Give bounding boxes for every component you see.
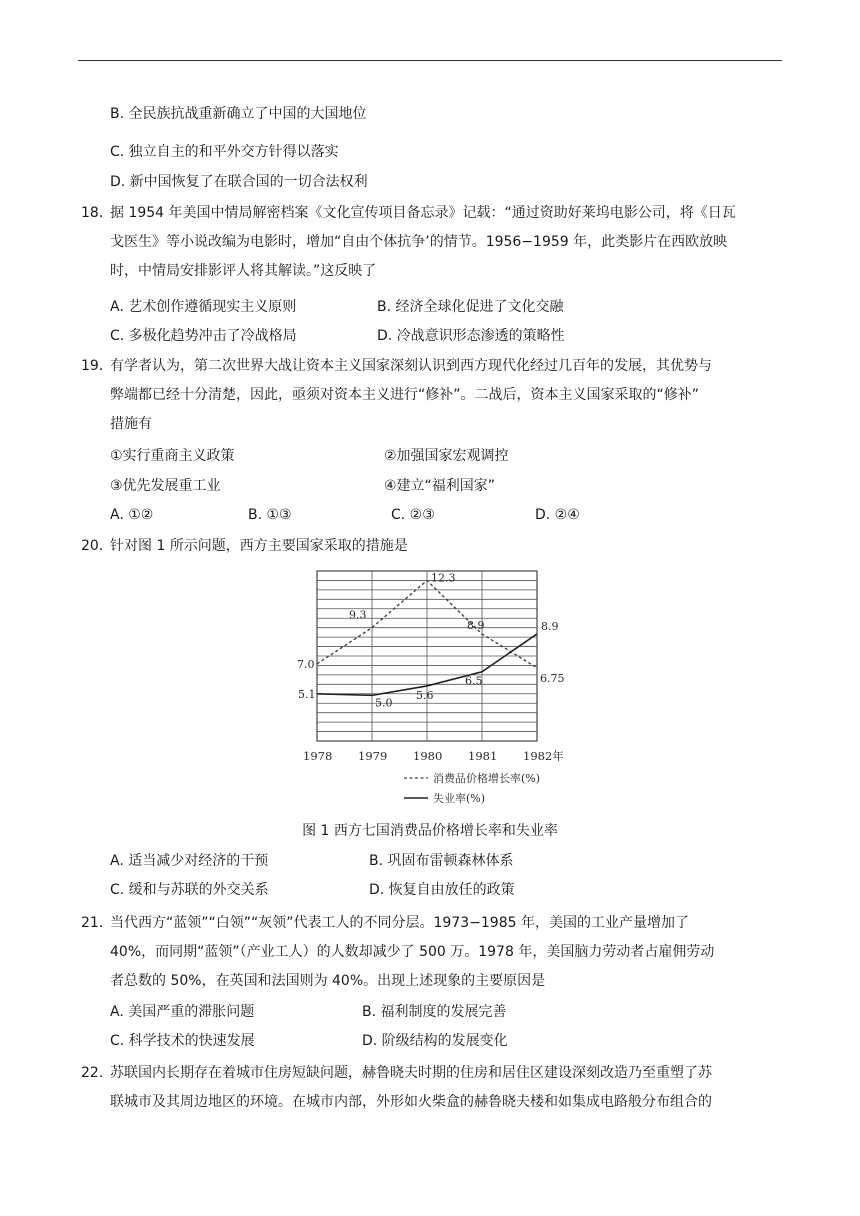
data-label-price-growth: 8.9 [467, 618, 485, 632]
x-tick-label: 1982年 [523, 749, 564, 763]
q20-option-d[interactable]: D. 恢复自由放任的政策 [369, 882, 515, 898]
x-tick-label: 1981 [468, 749, 498, 763]
chart-x-ticks [303, 749, 564, 763]
data-label-price-growth: 7.0 [297, 657, 315, 671]
q19-option-a[interactable]: A. ①② [110, 507, 154, 523]
q18-stem-line: 时，中情局安排影评人将其解读。”这反映了 [110, 263, 377, 279]
chart-legend [404, 771, 540, 805]
q21-option-b[interactable]: B. 福利制度的发展完善 [362, 1004, 507, 1020]
q18-option-a[interactable]: A. 艺术创作遵循现实主义原则 [110, 299, 297, 315]
x-tick-label: 1980 [413, 749, 443, 763]
q21-number: 21． [81, 915, 113, 931]
q18-stem-line: 据 1954 年美国中情局解密档案《文化宣传项目备忘录》记载：“通过资助好莱坞电影公司，将《日瓦 [110, 205, 736, 221]
data-label-price-growth: 12.3 [431, 571, 456, 585]
q18-option-b[interactable]: B. 经济全球化促进了文化交融 [377, 299, 564, 315]
q21-stem-line: 当代西方“蓝领”“白领”“灰领”代表工人的不同分层。1973−1985 年，美国的工业产量增加了 [110, 915, 689, 931]
data-label-unemployment: 5.0 [375, 696, 393, 710]
header-rule [78, 60, 782, 61]
q17-option-c[interactable]: C. 独立自主的和平外交方针得以落实 [110, 144, 339, 160]
q19-stem-line: 有学者认为，第二次世界大战让资本主义国家深刻认识到西方现代化经过几百年的发展，其优势与 [110, 358, 712, 374]
q21-stem-line: 40%，而同期“蓝领”（产业工人）的人数却减少了 500 万。1978 年，美国脑力劳动者占雇佣劳动 [110, 944, 715, 960]
q19-stem-line: 措施有 [110, 416, 152, 432]
q21-option-a[interactable]: A. 美国严重的滞胀问题 [110, 1004, 255, 1020]
q20-option-b[interactable]: B. 巩固布雷顿森林体系 [369, 853, 514, 869]
q19-option-d[interactable]: D. ②④ [535, 507, 580, 523]
q21-option-c[interactable]: C. 科学技术的快速发展 [110, 1033, 255, 1049]
data-label-unemployment: 8.9 [541, 619, 559, 633]
q19-option-b[interactable]: B. ①③ [248, 507, 292, 523]
q19-item-4: ④建立“福利国家” [384, 478, 496, 494]
q19-stem-line: 弊端都已经十分清楚，因此，亟须对资本主义进行“修补”。二战后，资本主义国家采取的“修补” [110, 387, 700, 403]
x-tick-label: 1979 [358, 749, 388, 763]
legend-label-price-growth: 消费品价格增长率(%) [433, 772, 541, 785]
figure-1-caption: 图 1 西方七国消费品价格增长率和失业率 [302, 823, 558, 839]
q22-number: 22． [81, 1065, 113, 1081]
q19-number: 19． [81, 358, 113, 374]
q17-option-d[interactable]: D. 新中国恢复了在联合国的一切合法权利 [110, 174, 368, 190]
q22-stem-line: 苏联国内长期存在着城市住房短缺问题，赫鲁晓夫时期的住房和居住区建设深刻改造乃至重塑了苏 [110, 1065, 712, 1081]
q21-stem-line: 者总数的 50%，在英国和法国则为 40%。出现上述现象的主要原因是 [110, 973, 546, 989]
q19-item-1: ①实行重商主义政策 [110, 448, 235, 464]
figure-1-line-chart [296, 564, 596, 814]
q17-option-b[interactable]: B. 全民族抗战重新确立了中国的大国地位 [110, 106, 367, 122]
q18-stem-line: 戈医生》等小说改编为电影时，增加“自由个体抗争’的情节。1956−1959 年，此类影片在西欧放映 [110, 234, 728, 250]
q20-number: 20． [81, 538, 113, 554]
q19-option-c[interactable]: C. ②③ [391, 507, 435, 523]
q18-number: 18． [81, 205, 113, 221]
q20-option-c[interactable]: C. 缓和与苏联的外交关系 [110, 882, 269, 898]
data-label-unemployment: 5.1 [298, 687, 316, 701]
x-tick-label: 1978 [303, 749, 333, 763]
legend-label-unemployment: 失业率(%) [433, 792, 486, 805]
q20-option-a[interactable]: A. 适当减少对经济的干预 [110, 853, 269, 869]
data-label-price-growth: 9.3 [349, 608, 367, 622]
q19-item-3: ③优先发展重工业 [110, 478, 221, 494]
q20-stem: 针对图 1 所示问题，西方主要国家采取的措施是 [110, 538, 408, 554]
q21-option-d[interactable]: D. 阶级结构的发展变化 [362, 1033, 508, 1049]
data-label-unemployment: 5.6 [416, 688, 434, 702]
q19-item-2: ②加强国家宏观调控 [384, 448, 509, 464]
chart-labels [297, 571, 565, 709]
q22-stem-line: 联城市及其周边地区的环境。在城市内部，外形如火柴盒的赫鲁晓夫楼和如集成电路般分布组合的 [110, 1094, 712, 1110]
q18-option-c[interactable]: C. 多极化趋势冲击了冷战格局 [110, 328, 297, 344]
data-label-price-growth: 6.75 [540, 671, 565, 685]
q18-option-d[interactable]: D. 冷战意识形态渗透的策略性 [377, 328, 565, 344]
data-label-unemployment: 6.5 [465, 674, 483, 688]
